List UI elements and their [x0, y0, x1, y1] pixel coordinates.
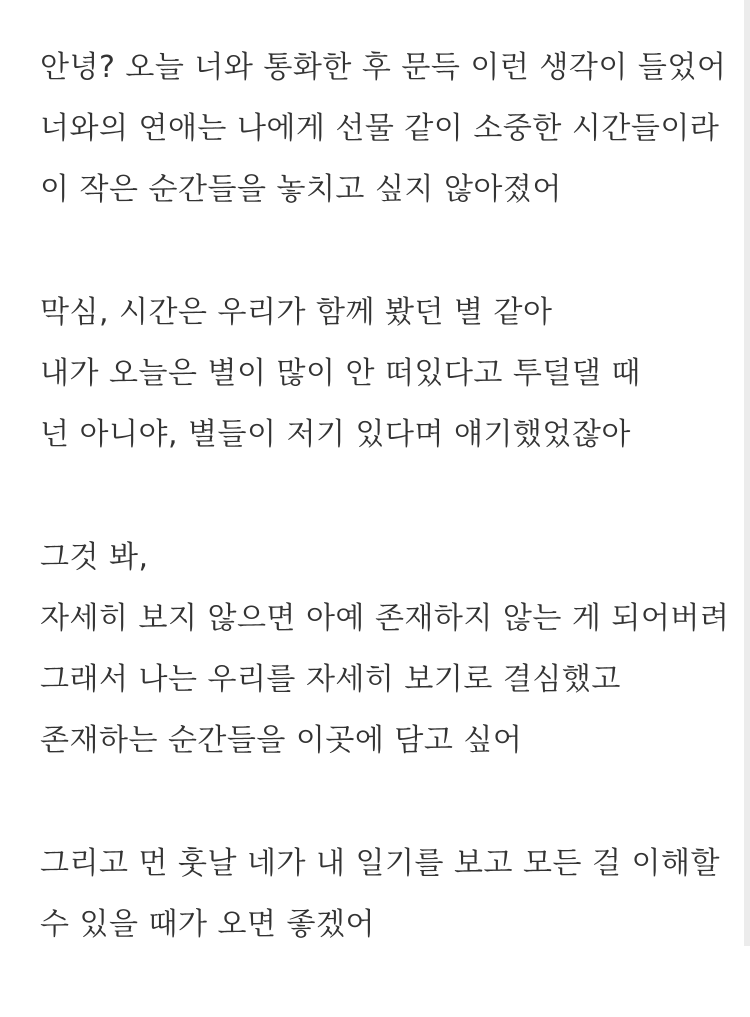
page-edge-divider — [744, 0, 750, 946]
text-line: 이 작은 순간들을 놓치고 싶지 않아졌어 — [40, 172, 562, 207]
paragraph-closing — [40, 833, 730, 955]
paragraph-greeting — [40, 37, 730, 220]
text-line: 너와의 연애는 나에게 선물 같이 소중한 시간들이라 — [40, 111, 720, 146]
text-line: 그것 봐, — [40, 540, 149, 575]
text-line: 넌 아니야, 별들이 저기 있다며 얘기했었잖아 — [40, 417, 631, 452]
text-line: 내가 오늘은 별이 많이 안 떠있다고 투덜댈 때 — [40, 356, 641, 391]
text-line: 막심, 시간은 우리가 함께 봤던 별 같아 — [40, 295, 553, 330]
text-line: 그래서 나는 우리를 자세히 보기로 결심했고 — [40, 662, 621, 697]
text-line: 수 있을 때가 오면 좋겠어 — [40, 907, 375, 942]
text-line: 안녕? 오늘 너와 통화한 후 문득 이런 생각이 들었어 — [40, 50, 727, 85]
text-line: 그리고 먼 훗날 네가 내 일기를 보고 모든 걸 이해할 — [40, 846, 720, 881]
text-line: 존재하는 순간들을 이곳에 담고 싶어 — [40, 723, 523, 758]
letter-body — [40, 37, 730, 1017]
text-line: 자세히 보지 않으면 아예 존재하지 않는 게 되어버려 — [40, 601, 730, 636]
paragraph-see-closely — [40, 527, 730, 771]
paragraph-stars — [40, 282, 730, 465]
